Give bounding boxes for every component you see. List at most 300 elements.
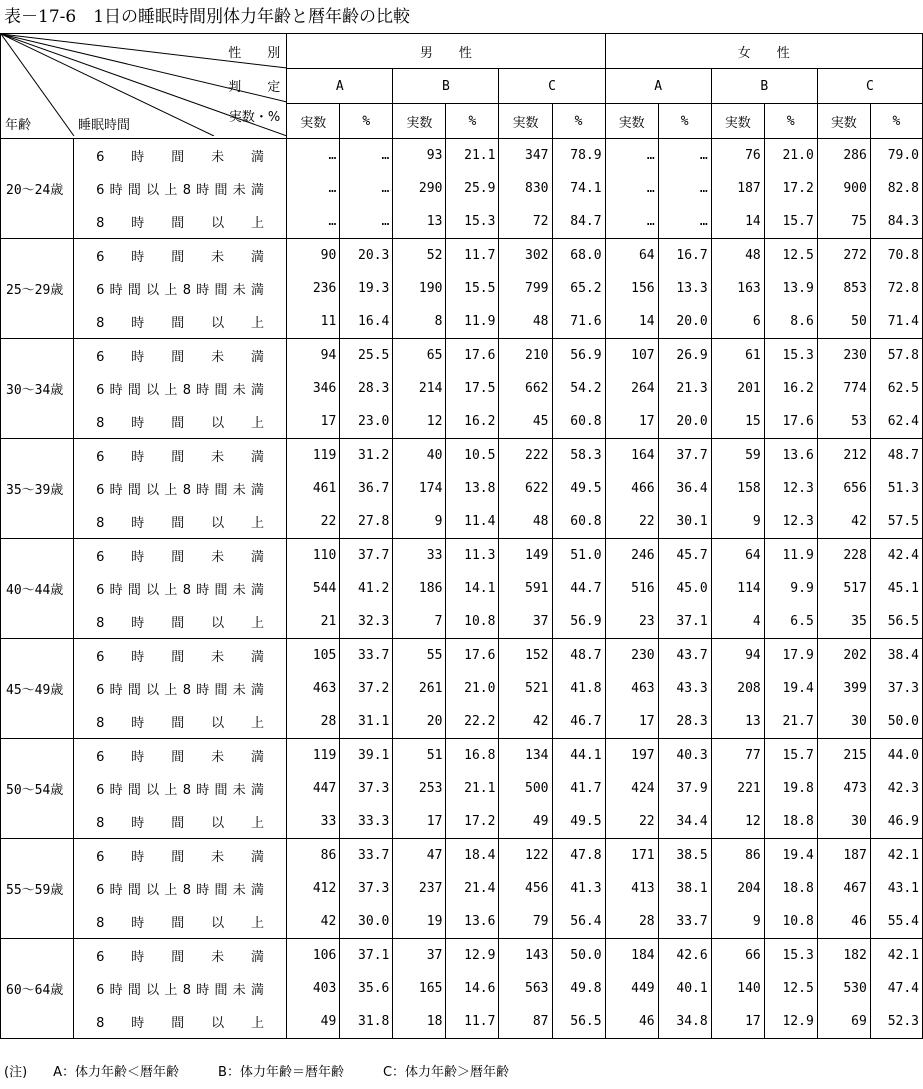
header-pct: % bbox=[340, 104, 393, 139]
percent-cell: 49.5 bbox=[552, 472, 605, 505]
count-cell: 20 bbox=[393, 705, 446, 739]
sleep-duration-label: 6 時 間 未 満 bbox=[96, 550, 265, 565]
count-cell: 9 bbox=[711, 505, 764, 539]
percent-cell: 40.1 bbox=[658, 972, 711, 1005]
percent-cell: 37.3 bbox=[340, 872, 393, 905]
count-cell: 42 bbox=[287, 905, 340, 939]
percent-cell: 32.3 bbox=[340, 605, 393, 639]
percent-cell: 49.5 bbox=[552, 805, 605, 839]
sleep-duration-cell bbox=[74, 205, 287, 239]
count-cell: 59 bbox=[711, 439, 764, 473]
table-row bbox=[1, 339, 923, 373]
count-cell: 19 bbox=[393, 905, 446, 939]
count-cell: 93 bbox=[393, 139, 446, 173]
percent-cell: 10.8 bbox=[446, 605, 499, 639]
percent-cell: 19.4 bbox=[764, 672, 817, 705]
percent-cell: 13.8 bbox=[446, 472, 499, 505]
count-cell: 119 bbox=[287, 439, 340, 473]
table-row bbox=[1, 172, 923, 205]
percent-cell: 50.0 bbox=[870, 705, 922, 739]
sleep-duration-label: 6 時 間 未 満 bbox=[96, 150, 265, 165]
sleep-duration-label: 6 時 間 未 満 bbox=[96, 250, 265, 265]
count-cell: 49 bbox=[287, 1005, 340, 1039]
percent-cell: 16.2 bbox=[764, 372, 817, 405]
count-cell: 202 bbox=[817, 639, 870, 673]
count-cell: 12 bbox=[393, 405, 446, 439]
count-cell: 9 bbox=[711, 905, 764, 939]
count-cell: … bbox=[287, 205, 340, 239]
percent-cell: 12.3 bbox=[764, 472, 817, 505]
count-cell: 212 bbox=[817, 439, 870, 473]
count-cell: 90 bbox=[287, 239, 340, 273]
sleep-duration-cell bbox=[74, 739, 287, 773]
table-row bbox=[1, 839, 923, 873]
percent-cell: 78.9 bbox=[552, 139, 605, 173]
count-cell: 346 bbox=[287, 372, 340, 405]
sleep-duration-label: 6時間以上8時間未満 bbox=[96, 983, 265, 998]
percent-cell: 47.8 bbox=[552, 839, 605, 873]
count-cell: 237 bbox=[393, 872, 446, 905]
count-cell: 28 bbox=[287, 705, 340, 739]
count-cell: 140 bbox=[711, 972, 764, 1005]
percent-cell: 57.5 bbox=[870, 505, 922, 539]
percent-cell: 21.1 bbox=[446, 772, 499, 805]
percent-cell: … bbox=[658, 172, 711, 205]
percent-cell: 45.0 bbox=[658, 572, 711, 605]
percent-cell: 18.8 bbox=[764, 872, 817, 905]
count-cell: 473 bbox=[817, 772, 870, 805]
percent-cell: 16.8 bbox=[446, 739, 499, 773]
count-cell: 64 bbox=[605, 239, 658, 273]
count-cell: 449 bbox=[605, 972, 658, 1005]
count-cell: 13 bbox=[711, 705, 764, 739]
count-cell: 30 bbox=[817, 805, 870, 839]
percent-cell: 45.7 bbox=[658, 539, 711, 573]
count-cell: 15 bbox=[711, 405, 764, 439]
count-cell: 272 bbox=[817, 239, 870, 273]
age-group-label: 45～49歳 bbox=[1, 639, 74, 739]
header-age-label: 年齢 bbox=[5, 118, 32, 133]
count-cell: 106 bbox=[287, 939, 340, 973]
percent-cell: 41.8 bbox=[552, 672, 605, 705]
count-cell: 87 bbox=[499, 1005, 552, 1039]
percent-cell: 14.1 bbox=[446, 572, 499, 605]
percent-cell: 60.8 bbox=[552, 405, 605, 439]
percent-cell: 21.4 bbox=[446, 872, 499, 905]
count-cell: 17 bbox=[605, 405, 658, 439]
count-cell: 530 bbox=[817, 972, 870, 1005]
percent-cell: 72.8 bbox=[870, 272, 922, 305]
percent-cell: 46.9 bbox=[870, 805, 922, 839]
table-row bbox=[1, 805, 923, 839]
header-male: 男 性 bbox=[287, 34, 605, 69]
sleep-duration-cell bbox=[74, 439, 287, 473]
sleep-duration-cell bbox=[74, 272, 287, 305]
percent-cell: 44.0 bbox=[870, 739, 922, 773]
sleep-duration-cell bbox=[74, 539, 287, 573]
count-cell: 197 bbox=[605, 739, 658, 773]
percent-cell: 71.4 bbox=[870, 305, 922, 339]
percent-cell: 41.2 bbox=[340, 572, 393, 605]
count-cell: 42 bbox=[817, 505, 870, 539]
count-cell: 37 bbox=[499, 605, 552, 639]
table-row bbox=[1, 1005, 923, 1039]
count-cell: 222 bbox=[499, 439, 552, 473]
sleep-duration-label: 6 時 間 未 満 bbox=[96, 450, 265, 465]
header-sleep-label: 睡眠時間 bbox=[78, 118, 131, 133]
percent-cell: 11.7 bbox=[446, 239, 499, 273]
percent-cell: 17.6 bbox=[446, 339, 499, 373]
count-cell: 399 bbox=[817, 672, 870, 705]
percent-cell: 36.7 bbox=[340, 472, 393, 505]
percent-cell: 33.7 bbox=[340, 639, 393, 673]
header-pct: % bbox=[764, 104, 817, 139]
count-cell: 165 bbox=[393, 972, 446, 1005]
page-title: 表－17-6 1日の睡眠時間別体力年齢と暦年齢の比較 bbox=[4, 7, 411, 27]
sleep-duration-label: 8 時 間 以 上 bbox=[96, 916, 265, 931]
count-cell: 591 bbox=[499, 572, 552, 605]
count-cell: 204 bbox=[711, 872, 764, 905]
percent-cell: 37.2 bbox=[340, 672, 393, 705]
count-cell: 662 bbox=[499, 372, 552, 405]
percent-cell: 19.8 bbox=[764, 772, 817, 805]
percent-cell: 25.9 bbox=[446, 172, 499, 205]
percent-cell: 11.9 bbox=[446, 305, 499, 339]
count-cell: 152 bbox=[499, 639, 552, 673]
count-cell: 14 bbox=[711, 205, 764, 239]
percent-cell: 44.1 bbox=[552, 739, 605, 773]
percent-cell: 11.4 bbox=[446, 505, 499, 539]
percent-cell: … bbox=[340, 139, 393, 173]
sleep-duration-cell bbox=[74, 839, 287, 873]
sleep-duration-cell bbox=[74, 872, 287, 905]
percent-cell: 42.4 bbox=[870, 539, 922, 573]
count-cell: 516 bbox=[605, 572, 658, 605]
percent-cell: 43.7 bbox=[658, 639, 711, 673]
count-cell: 42 bbox=[499, 705, 552, 739]
percent-cell: 20.0 bbox=[658, 405, 711, 439]
count-cell: 110 bbox=[287, 539, 340, 573]
percent-cell: 42.6 bbox=[658, 939, 711, 973]
count-cell: 201 bbox=[711, 372, 764, 405]
percent-cell: 21.7 bbox=[764, 705, 817, 739]
count-cell: 77 bbox=[711, 739, 764, 773]
count-cell: … bbox=[605, 139, 658, 173]
count-cell: 72 bbox=[499, 205, 552, 239]
count-cell: 563 bbox=[499, 972, 552, 1005]
percent-cell: 38.1 bbox=[658, 872, 711, 905]
count-cell: 64 bbox=[711, 539, 764, 573]
sleep-duration-cell bbox=[74, 572, 287, 605]
count-cell: 774 bbox=[817, 372, 870, 405]
count-cell: 79 bbox=[499, 905, 552, 939]
header-count: 実数 bbox=[817, 104, 870, 139]
count-cell: 94 bbox=[711, 639, 764, 673]
percent-cell: 84.7 bbox=[552, 205, 605, 239]
count-cell: 463 bbox=[605, 672, 658, 705]
count-cell: 214 bbox=[393, 372, 446, 405]
count-cell: 52 bbox=[393, 239, 446, 273]
table-row bbox=[1, 539, 923, 573]
percent-cell: 20.0 bbox=[658, 305, 711, 339]
count-cell: 544 bbox=[287, 572, 340, 605]
percent-cell: 16.4 bbox=[340, 305, 393, 339]
percent-cell: 28.3 bbox=[658, 705, 711, 739]
percent-cell: 43.1 bbox=[870, 872, 922, 905]
percent-cell: 37.7 bbox=[658, 439, 711, 473]
count-cell: 190 bbox=[393, 272, 446, 305]
sleep-duration-label: 8 時 間 以 上 bbox=[96, 316, 265, 331]
count-cell: 50 bbox=[817, 305, 870, 339]
table-row bbox=[1, 872, 923, 905]
percent-cell: 21.0 bbox=[764, 139, 817, 173]
count-cell: 461 bbox=[287, 472, 340, 505]
percent-cell: 13.6 bbox=[764, 439, 817, 473]
table-row bbox=[1, 905, 923, 939]
age-group-label: 55～59歳 bbox=[1, 839, 74, 939]
percent-cell: 68.0 bbox=[552, 239, 605, 273]
percent-cell: 31.2 bbox=[340, 439, 393, 473]
percent-cell: 9.9 bbox=[764, 572, 817, 605]
percent-cell: 21.3 bbox=[658, 372, 711, 405]
percent-cell: 49.8 bbox=[552, 972, 605, 1005]
count-cell: … bbox=[605, 172, 658, 205]
header-judgment-label: 判 定 bbox=[228, 80, 281, 95]
percent-cell: 74.1 bbox=[552, 172, 605, 205]
count-cell: 23 bbox=[605, 605, 658, 639]
count-cell: 9 bbox=[393, 505, 446, 539]
percent-cell: 11.7 bbox=[446, 1005, 499, 1039]
count-cell: 286 bbox=[817, 139, 870, 173]
sleep-duration-cell bbox=[74, 239, 287, 273]
percent-cell: 13.9 bbox=[764, 272, 817, 305]
percent-cell: 51.3 bbox=[870, 472, 922, 505]
percent-cell: 17.2 bbox=[446, 805, 499, 839]
count-cell: 12 bbox=[711, 805, 764, 839]
sleep-duration-cell bbox=[74, 372, 287, 405]
percent-cell: 18.4 bbox=[446, 839, 499, 873]
percent-cell: 27.8 bbox=[340, 505, 393, 539]
sleep-duration-cell bbox=[74, 972, 287, 1005]
header-pct: % bbox=[446, 104, 499, 139]
count-cell: 228 bbox=[817, 539, 870, 573]
count-cell: 35 bbox=[817, 605, 870, 639]
percent-cell: 48.7 bbox=[870, 439, 922, 473]
sleep-duration-label: 6 時 間 未 満 bbox=[96, 350, 265, 365]
count-cell: 208 bbox=[711, 672, 764, 705]
percent-cell: 37.3 bbox=[870, 672, 922, 705]
percent-cell: 51.0 bbox=[552, 539, 605, 573]
percent-cell: 28.3 bbox=[340, 372, 393, 405]
percent-cell: 13.6 bbox=[446, 905, 499, 939]
count-cell: 622 bbox=[499, 472, 552, 505]
percent-cell: 16.2 bbox=[446, 405, 499, 439]
sleep-duration-cell bbox=[74, 339, 287, 373]
count-cell: 187 bbox=[817, 839, 870, 873]
count-cell: 186 bbox=[393, 572, 446, 605]
percent-cell: 84.3 bbox=[870, 205, 922, 239]
header-count-pct-label: 実数・% bbox=[228, 110, 281, 125]
count-cell: 119 bbox=[287, 739, 340, 773]
percent-cell: 44.7 bbox=[552, 572, 605, 605]
count-cell: 463 bbox=[287, 672, 340, 705]
percent-cell: 13.3 bbox=[658, 272, 711, 305]
count-cell: 86 bbox=[711, 839, 764, 873]
count-cell: 46 bbox=[605, 1005, 658, 1039]
percent-cell: 17.5 bbox=[446, 372, 499, 405]
percent-cell: 35.6 bbox=[340, 972, 393, 1005]
count-cell: 48 bbox=[711, 239, 764, 273]
header-corner bbox=[1, 34, 287, 139]
percent-cell: 26.9 bbox=[658, 339, 711, 373]
count-cell: 412 bbox=[287, 872, 340, 905]
count-cell: 6 bbox=[711, 305, 764, 339]
header-count: 実数 bbox=[393, 104, 446, 139]
percent-cell: 62.5 bbox=[870, 372, 922, 405]
percent-cell: 15.3 bbox=[446, 205, 499, 239]
percent-cell: 52.3 bbox=[870, 1005, 922, 1039]
percent-cell: 56.5 bbox=[552, 1005, 605, 1039]
count-cell: 230 bbox=[817, 339, 870, 373]
sleep-duration-cell bbox=[74, 472, 287, 505]
percent-cell: 62.4 bbox=[870, 405, 922, 439]
count-cell: … bbox=[287, 172, 340, 205]
percent-cell: 12.3 bbox=[764, 505, 817, 539]
count-cell: 134 bbox=[499, 739, 552, 773]
percent-cell: 42.1 bbox=[870, 839, 922, 873]
count-cell: 456 bbox=[499, 872, 552, 905]
header-judgment-2: C bbox=[499, 69, 605, 104]
age-group-label: 50～54歳 bbox=[1, 739, 74, 839]
sleep-duration-cell bbox=[74, 939, 287, 973]
age-group-label: 30～34歳 bbox=[1, 339, 74, 439]
percent-cell: 12.9 bbox=[446, 939, 499, 973]
header-female: 女 性 bbox=[605, 34, 922, 69]
sleep-duration-label: 6 時 間 未 満 bbox=[96, 850, 265, 865]
sleep-duration-label: 6時間以上8時間未満 bbox=[96, 183, 265, 198]
sleep-duration-label: 6 時 間 未 満 bbox=[96, 950, 265, 965]
sleep-duration-cell bbox=[74, 139, 287, 173]
percent-cell: 25.5 bbox=[340, 339, 393, 373]
count-cell: 221 bbox=[711, 772, 764, 805]
count-cell: 48 bbox=[499, 305, 552, 339]
percent-cell: 30.0 bbox=[340, 905, 393, 939]
count-cell: 4 bbox=[711, 605, 764, 639]
count-cell: 236 bbox=[287, 272, 340, 305]
percent-cell: 65.2 bbox=[552, 272, 605, 305]
count-cell: 49 bbox=[499, 805, 552, 839]
count-cell: 76 bbox=[711, 139, 764, 173]
count-cell: 447 bbox=[287, 772, 340, 805]
count-cell: 55 bbox=[393, 639, 446, 673]
header-count: 実数 bbox=[499, 104, 552, 139]
percent-cell: 38.4 bbox=[870, 639, 922, 673]
sleep-duration-cell bbox=[74, 305, 287, 339]
age-group-label: 20～24歳 bbox=[1, 139, 74, 239]
count-cell: 517 bbox=[817, 572, 870, 605]
count-cell: 17 bbox=[605, 705, 658, 739]
percent-cell: 11.3 bbox=[446, 539, 499, 573]
sleep-duration-label: 6 時 間 未 満 bbox=[96, 750, 265, 765]
sleep-duration-cell bbox=[74, 639, 287, 673]
percent-cell: 20.3 bbox=[340, 239, 393, 273]
count-cell: 47 bbox=[393, 839, 446, 873]
count-cell: 853 bbox=[817, 272, 870, 305]
count-cell: 900 bbox=[817, 172, 870, 205]
footnote: (注) A：体力年齢＜暦年齢 B：体力年齢＝暦年齢 C：体力年齢＞暦年齢 bbox=[4, 1065, 510, 1080]
percent-cell: 19.4 bbox=[764, 839, 817, 873]
table-row bbox=[1, 439, 923, 473]
count-cell: 21 bbox=[287, 605, 340, 639]
age-group-label: 40～44歳 bbox=[1, 539, 74, 639]
table-row bbox=[1, 472, 923, 505]
percent-cell: 39.1 bbox=[340, 739, 393, 773]
percent-cell: 56.9 bbox=[552, 605, 605, 639]
header-pct: % bbox=[552, 104, 605, 139]
percent-cell: 17.2 bbox=[764, 172, 817, 205]
percent-cell: 82.8 bbox=[870, 172, 922, 205]
percent-cell: 56.9 bbox=[552, 339, 605, 373]
count-cell: 171 bbox=[605, 839, 658, 873]
age-group-label: 25～29歳 bbox=[1, 239, 74, 339]
percent-cell: 33.7 bbox=[340, 839, 393, 873]
age-group-label: 60～64歳 bbox=[1, 939, 74, 1039]
percent-cell: 41.3 bbox=[552, 872, 605, 905]
sleep-duration-cell bbox=[74, 405, 287, 439]
sleep-duration-label: 8 時 間 以 上 bbox=[96, 1016, 265, 1031]
percent-cell: 37.1 bbox=[658, 605, 711, 639]
header-judgment-4: B bbox=[711, 69, 817, 104]
count-cell: 61 bbox=[711, 339, 764, 373]
sleep-duration-label: 6時間以上8時間未満 bbox=[96, 483, 265, 498]
count-cell: 37 bbox=[393, 939, 446, 973]
count-cell: 69 bbox=[817, 1005, 870, 1039]
count-cell: 184 bbox=[605, 939, 658, 973]
percent-cell: 12.9 bbox=[764, 1005, 817, 1039]
sleep-duration-label: 8 時 間 以 上 bbox=[96, 516, 265, 531]
count-cell: 413 bbox=[605, 872, 658, 905]
percent-cell: 38.5 bbox=[658, 839, 711, 873]
percent-cell: 34.8 bbox=[658, 1005, 711, 1039]
percent-cell: 42.1 bbox=[870, 939, 922, 973]
table-row bbox=[1, 972, 923, 1005]
count-cell: 521 bbox=[499, 672, 552, 705]
percent-cell: 23.0 bbox=[340, 405, 393, 439]
percent-cell: 57.8 bbox=[870, 339, 922, 373]
count-cell: 18 bbox=[393, 1005, 446, 1039]
count-cell: 467 bbox=[817, 872, 870, 905]
percent-cell: 6.5 bbox=[764, 605, 817, 639]
percent-cell: 21.0 bbox=[446, 672, 499, 705]
count-cell: 17 bbox=[711, 1005, 764, 1039]
count-cell: 48 bbox=[499, 505, 552, 539]
count-cell: 830 bbox=[499, 172, 552, 205]
count-cell: 656 bbox=[817, 472, 870, 505]
table-row bbox=[1, 705, 923, 739]
header-judgment-5: C bbox=[817, 69, 922, 104]
count-cell: 17 bbox=[287, 405, 340, 439]
table-row bbox=[1, 305, 923, 339]
percent-cell: 60.8 bbox=[552, 505, 605, 539]
percent-cell: 12.5 bbox=[764, 972, 817, 1005]
percent-cell: 17.9 bbox=[764, 639, 817, 673]
header-judgment-0: A bbox=[287, 69, 393, 104]
table-row bbox=[1, 505, 923, 539]
count-cell: 13 bbox=[393, 205, 446, 239]
count-cell: 33 bbox=[393, 539, 446, 573]
percent-cell: 33.3 bbox=[340, 805, 393, 839]
count-cell: 114 bbox=[711, 572, 764, 605]
